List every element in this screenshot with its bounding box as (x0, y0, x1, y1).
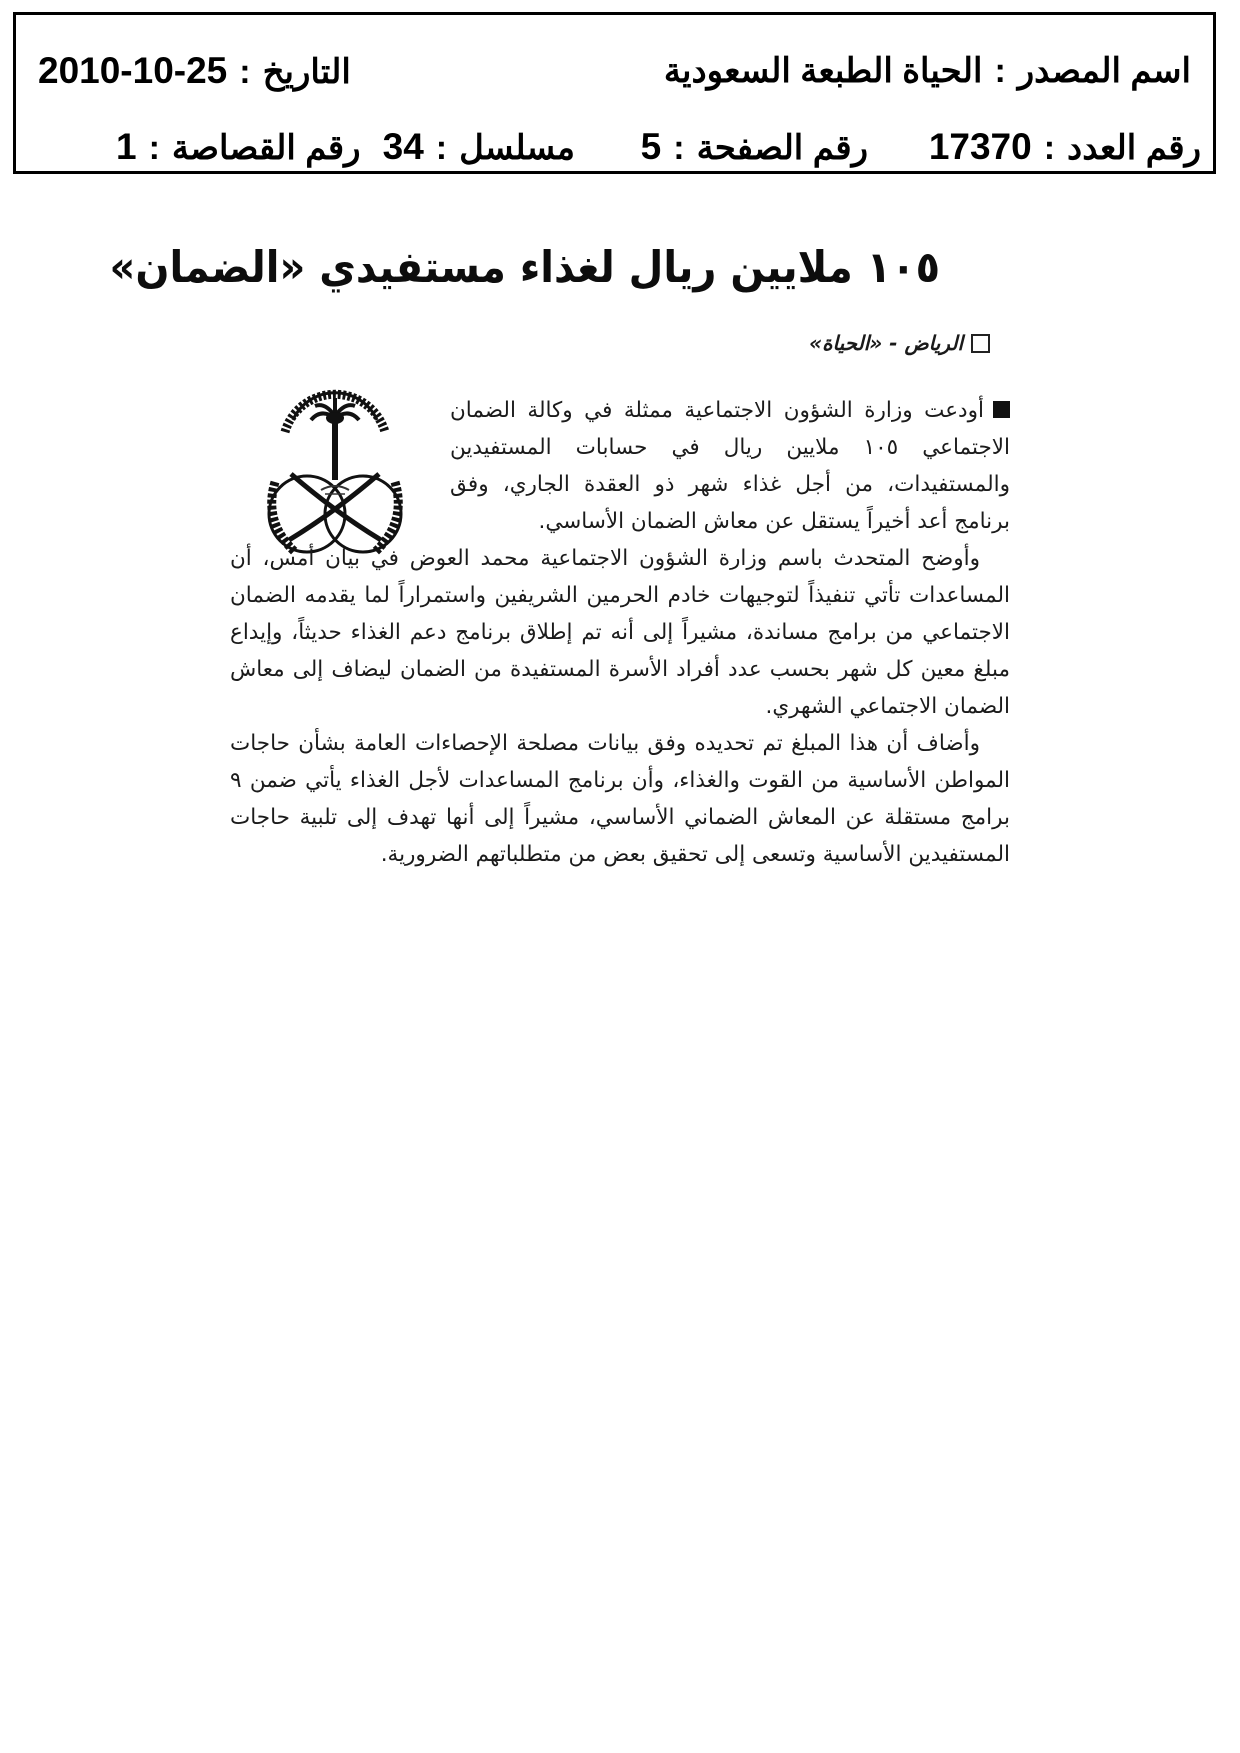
clip-number-separator: : (148, 129, 160, 167)
date-separator: : (239, 53, 251, 91)
metadata-header-box (13, 12, 1216, 174)
issue-number-separator: : (1043, 129, 1056, 167)
article-body (230, 392, 1010, 873)
page-number-value: 5 (640, 126, 662, 167)
page-number-field (641, 125, 868, 170)
issue-number-value: 17370 (928, 126, 1032, 167)
source-value: الحياة الطبعة السعودية (663, 52, 983, 90)
article-paragraph: وأوضح المتحدث باسم وزارة الشؤون الاجتماعية محمد العوض في بيان أمس، أن المساعدات تأتي تنفيذاً لتوجيهات خادم الحرمين الشريفين واستمراراً لما يقدمه الضمان الاجتماعي من برامج مساندة، مشيراً إلى أنه تم إطلاق برنامج دعم الغذاء حديثاً، وإيداع مبلغ معين كل شهر بحسب عدد أفراد الأسرة المستفيدة من الضمان ليضاف إلى معاش الضمان الاجتماعي الشهري. (230, 546, 1010, 719)
source-label: اسم المصدر (1017, 52, 1191, 90)
hollow-square-icon (971, 334, 990, 353)
page-number-separator: : (673, 129, 685, 167)
article-headline: ١٠٥ ملايين ريال لغذاء مستفيدي «الضمان» (109, 243, 940, 293)
source-field (664, 49, 1191, 93)
clip-number-field (116, 125, 361, 170)
source-separator: : (994, 52, 1006, 90)
dateline-text: الرياض - «الحياة» (809, 331, 963, 355)
issue-number-label: رقم العدد (1067, 129, 1201, 167)
clip-number-value: 1 (116, 126, 137, 167)
serial-field (383, 125, 575, 170)
date-value: 2010-10-25 (38, 50, 228, 91)
clip-number-label: رقم القصاصة (171, 129, 361, 167)
serial-separator: : (435, 129, 448, 167)
square-bullet-icon (993, 401, 1010, 418)
article-paragraph (450, 392, 1010, 540)
date-field (38, 49, 351, 94)
issue-number-field (929, 125, 1201, 170)
serial-value: 34 (382, 126, 424, 167)
paragraph-text: أودعت وزارة الشؤون الاجتماعية ممثلة في وكالة الضمان الاجتماعي ١٠٥ ملايين ريال في حسابات المستفيدين والمستفيدات، من أجل غذاء شهر ذو العقدة الجاري، وفق برنامج أعد أخيراً يستقل عن معاش الضمان الأساسي. (450, 398, 1011, 534)
serial-label: مسلسل (459, 129, 575, 167)
date-label: التاريخ (262, 53, 351, 91)
article-dateline (809, 328, 990, 358)
article-paragraph: وأضاف أن هذا المبلغ تم تحديده وفق بيانات مصلحة الإحصاءات العامة بشأن حاجات المواطن الأساسية من القوت والغذاء، وأن برنامج المساعدات لأجل الغذاء يأتي ضمن ٩ برامج مستقلة عن المعاش الضماني الأساسي، مشيراً إلى أنها تهدف إلى تلبية حاجات المستفيدين الأساسية وتسعى إلى تحقيق بعض من متطلباتهم الضرورية. (230, 731, 1010, 867)
page-number-label: رقم الصفحة (696, 129, 868, 167)
